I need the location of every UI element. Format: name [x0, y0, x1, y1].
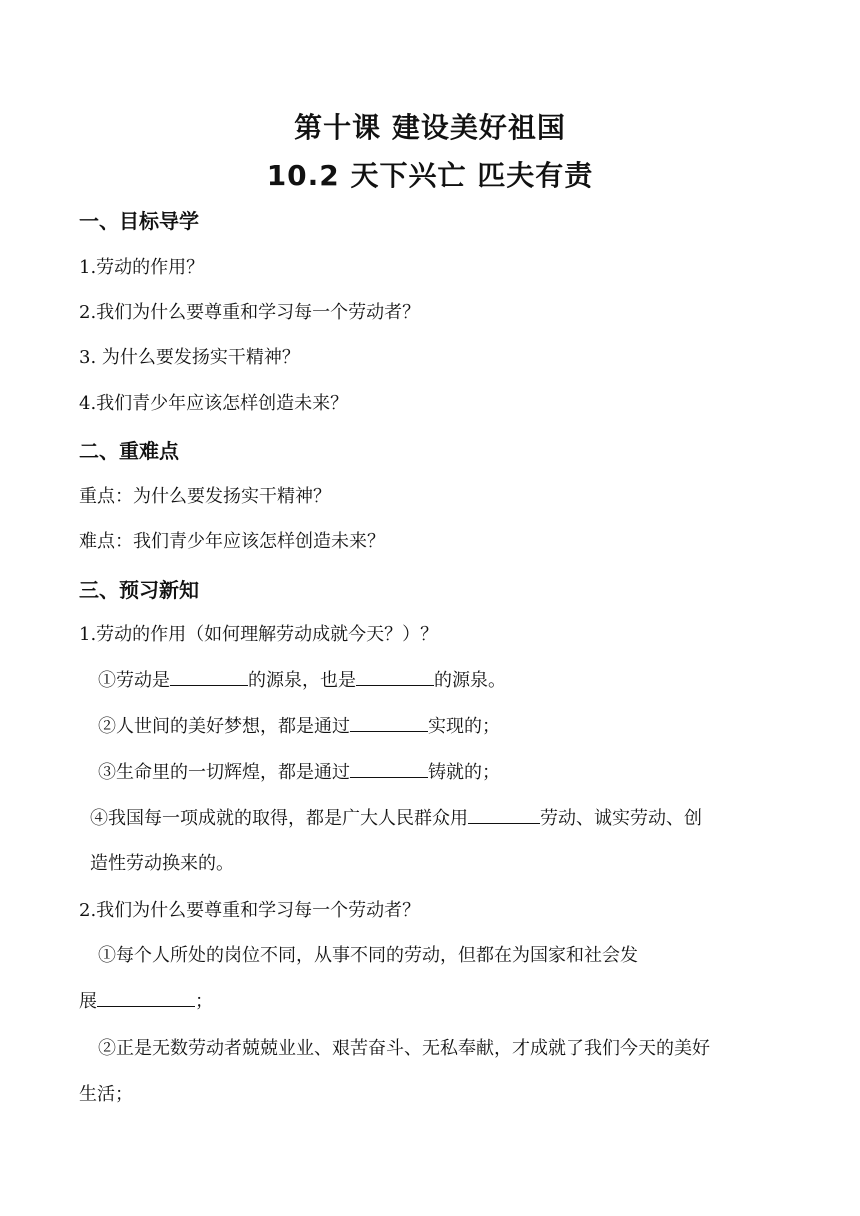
- answer-2a-line1: ①每个人所处的岗位不同，从事不同的劳动，但都在为国家和社会发: [98, 945, 638, 966]
- section-title: 10.2 天下兴亡 匹夫有责: [266, 159, 594, 192]
- objective-item-2: 2.我们为什么要尊重和学习每一个劳动者？: [79, 302, 421, 323]
- answer-2b-line1: ②正是无数劳动者兢兢业业、艰苦奋斗、无私奉献，才成就了我们今天的美好: [98, 1038, 710, 1059]
- answer-1d-continued: 造性劳动换来的。: [90, 853, 234, 874]
- objective-item-1: 1.劳动的作用？: [79, 257, 205, 278]
- answer-1c: [98, 758, 500, 784]
- answer-1a-middle: 的源泉，也是: [248, 670, 356, 691]
- answer-2a-line2: [79, 987, 213, 1013]
- answer-1a-prefix: ①劳动是: [98, 670, 170, 691]
- question-2: 2.我们为什么要尊重和学习每一个劳动者？: [79, 900, 421, 921]
- heading-key-points: 二、重难点: [79, 439, 179, 463]
- fill-blank[interactable]: [350, 759, 428, 778]
- key-point: 重点：为什么要发扬实干精神？: [79, 486, 331, 507]
- heading-preview: 三、预习新知: [79, 578, 199, 602]
- answer-1c-suffix: 铸就的；: [428, 762, 500, 783]
- answer-1d-suffix: 劳动、诚实劳动、创: [540, 808, 702, 829]
- answer-1c-prefix: ③生命里的一切辉煌，都是通过: [98, 762, 350, 783]
- answer-1d-prefix: ④我国每一项成就的取得，都是广大人民群众用: [90, 808, 468, 829]
- fill-blank[interactable]: [97, 988, 195, 1007]
- answer-2a-suffix: ；: [195, 991, 213, 1012]
- objective-item-4: 4.我们青少年应该怎样创造未来？: [79, 393, 349, 414]
- fill-blank[interactable]: [468, 805, 540, 824]
- answer-1a-suffix: 的源泉。: [434, 670, 506, 691]
- answer-1a: [98, 666, 506, 692]
- fill-blank[interactable]: [350, 713, 428, 732]
- lesson-title: 第十课 建设美好祖国: [294, 111, 566, 144]
- answer-1d: [90, 804, 702, 830]
- fill-blank[interactable]: [356, 667, 434, 686]
- question-1: 1.劳动的作用（如何理解劳动成就今天？）？: [79, 624, 439, 645]
- objective-item-3: 3. 为什么要发扬实干精神？: [79, 347, 300, 368]
- answer-2b-line2: 生活；: [79, 1084, 133, 1105]
- fill-blank[interactable]: [170, 667, 248, 686]
- answer-1b: [98, 712, 500, 738]
- answer-1b-suffix: 实现的；: [428, 716, 500, 737]
- answer-2a-prefix: 展: [79, 991, 97, 1012]
- difficult-point: 难点：我们青少年应该怎样创造未来？: [79, 531, 385, 552]
- heading-objectives: 一、目标导学: [79, 209, 199, 233]
- answer-1b-prefix: ②人世间的美好梦想，都是通过: [98, 716, 350, 737]
